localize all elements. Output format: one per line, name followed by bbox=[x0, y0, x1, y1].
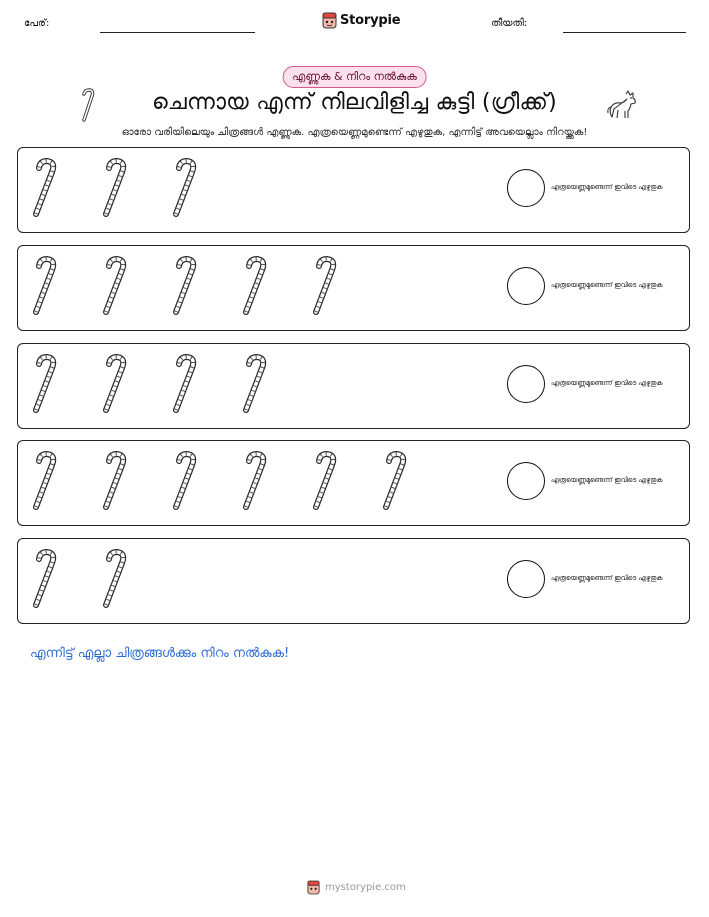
color-instruction: എന്നിട്ട് എല്ലാ ചിത്രങ്ങൾക്കും നിറം നൽകുക! bbox=[30, 646, 290, 661]
site-footer bbox=[307, 880, 406, 895]
candy-cane-icon[interactable] bbox=[242, 354, 270, 416]
date-label: തീയതി: bbox=[491, 18, 528, 29]
answer-prompt: എത്രയെണ്ണമുണ്ടെന്ന് ഇവിടെ എഴുതുക bbox=[551, 476, 663, 484]
instruction-text: ഓരോ വരിയിലെയും ചിത്രങ്ങൾ എണ്ണുക. എത്രയെണ്ണമുണ്ടെന്ന് എഴുതുക, എന്നിട്ട് അവയെല്ലാം നിറയ്ക്കുക! bbox=[121, 127, 588, 138]
page-title: ചെന്നായ എന്ന് നിലവിളിച്ച കുട്ടി (ഗ്രീക്ക്) bbox=[151, 90, 558, 115]
candy-cane-icon[interactable] bbox=[32, 256, 60, 318]
candy-cane-icon[interactable] bbox=[172, 256, 200, 318]
answer-circle[interactable] bbox=[507, 560, 545, 598]
answer-prompt: എത്രയെണ്ണമുണ്ടെന്ന് ഇവിടെ എഴുതുക bbox=[551, 281, 663, 289]
answer-circle[interactable] bbox=[507, 462, 545, 500]
count-row bbox=[17, 440, 690, 526]
candy-cane-icon[interactable] bbox=[172, 451, 200, 513]
candy-cane-icon[interactable] bbox=[32, 451, 60, 513]
candy-cane-icon[interactable] bbox=[312, 256, 340, 318]
candy-cane-icon[interactable] bbox=[382, 451, 410, 513]
candy-cane-icon[interactable] bbox=[102, 256, 130, 318]
count-row bbox=[17, 147, 690, 233]
brand bbox=[322, 12, 400, 29]
date-line[interactable] bbox=[563, 32, 686, 33]
candy-cane-icon[interactable] bbox=[242, 451, 270, 513]
candy-cane-icon[interactable] bbox=[102, 158, 130, 220]
answer-circle[interactable] bbox=[507, 365, 545, 403]
candy-cane-icon[interactable] bbox=[32, 354, 60, 416]
name-line[interactable] bbox=[100, 32, 255, 33]
storypie-logo-icon bbox=[322, 12, 337, 29]
name-label: പേര്: bbox=[24, 18, 50, 29]
wolf-icon bbox=[606, 90, 638, 120]
candy-cane-icon[interactable] bbox=[102, 354, 130, 416]
activity-badge: എണ്ണുക & നിറം നൽകുക bbox=[282, 66, 427, 88]
answer-circle[interactable] bbox=[507, 169, 545, 207]
candy-cane-icon[interactable] bbox=[102, 451, 130, 513]
answer-prompt: എത്രയെണ്ണമുണ്ടെന്ന് ഇവിടെ എഴുതുക bbox=[551, 183, 663, 191]
site-url: mystorypie.com bbox=[325, 882, 406, 893]
storypie-logo-icon bbox=[307, 880, 320, 895]
count-row bbox=[17, 245, 690, 331]
count-row bbox=[17, 538, 690, 624]
count-row bbox=[17, 343, 690, 429]
answer-prompt: എത്രയെണ്ണമുണ്ടെന്ന് ഇവിടെ എഴുതുക bbox=[551, 379, 663, 387]
title-row bbox=[0, 88, 709, 124]
brand-name: Storypie bbox=[340, 13, 401, 28]
candy-cane-icon[interactable] bbox=[172, 158, 200, 220]
candy-cane-icon[interactable] bbox=[32, 158, 60, 220]
candy-cane-icon[interactable] bbox=[102, 549, 130, 611]
candy-cane-icon[interactable] bbox=[312, 451, 340, 513]
candy-cane-icon[interactable] bbox=[242, 256, 270, 318]
candy-cane-icon[interactable] bbox=[32, 549, 60, 611]
candy-cane-icon[interactable] bbox=[172, 354, 200, 416]
answer-prompt: എത്രയെണ്ണമുണ്ടെന്ന് ഇവിടെ എഴുതുക bbox=[551, 574, 663, 582]
answer-circle[interactable] bbox=[507, 267, 545, 305]
